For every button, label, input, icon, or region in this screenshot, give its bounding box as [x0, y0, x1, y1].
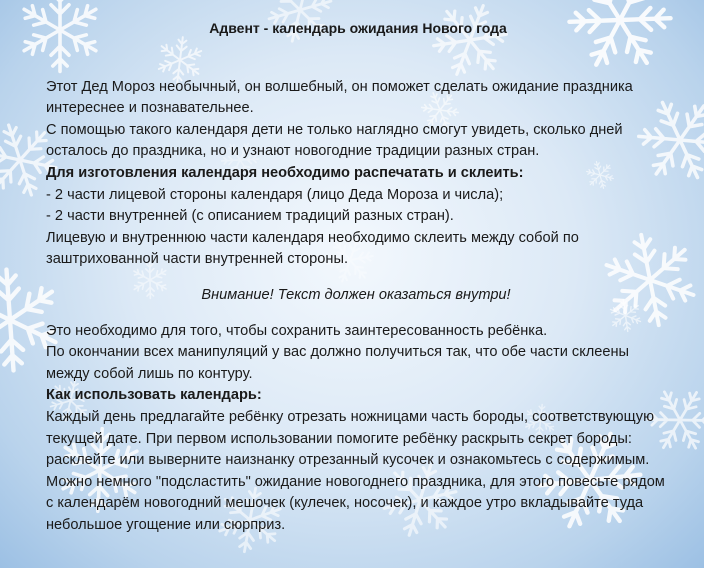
- intro-paragraph-2: С помощью такого календаря дети не только наглядно смогут увидеть, сколько дней осталось до праздника, но и узнают новогодние традиции разных стран.: [46, 121, 623, 160]
- after-paragraph-1: Это необходимо для того, чтобы сохранить заинтересованность ребёнка.: [46, 322, 548, 339]
- intro-paragraph-1: Этот Дед Мороз необычный, он волшебный, он поможет сделать ожидание праздника интереснее и познавательнее.: [46, 78, 633, 117]
- glue-note: Лицевую и внутреннюю части календаря необходимо склеить между собой по заштрихованной части внутренней стороны.: [46, 229, 579, 268]
- print-item-1: - 2 части лицевой стороны календаря (лицо Деда Мороза и числа);: [46, 186, 504, 203]
- print-heading: Для изготовления календаря необходимо распечатать и склеить:: [46, 164, 524, 181]
- page-title: Адвент - календарь ожидания Нового года: [209, 20, 507, 36]
- after-paragraph-2: По окончании всех манипуляций у вас должно получиться так, что обе части склеены между собой лишь по контуру.: [46, 344, 630, 382]
- usage-paragraph-2: Можно немного "подсластить" ожидание новогоднего праздника, для этого повесьте рядом с календарём новогодний мешочек (кулечек, носочек), и каждое утро вкладывайте туда небольшое угощение или сюрприз.: [46, 473, 665, 533]
- usage-paragraph-1: Каждый день предлагайте ребёнку отрезать ножницами часть бороды, соответствующую текущей дате. При первом использовании помогите ребёнку раскрыть секрет бороды: расклейте или выверните наизнанку отрезанный кусочек и ознакомьтесь с содержимым.: [46, 408, 655, 469]
- usage-heading: Как использовать календарь:: [46, 387, 262, 404]
- attention-note: Внимание! Текст должен оказаться внутри!: [201, 286, 511, 303]
- document: [46, 18, 666, 536]
- print-item-2: - 2 части внутренней (с описанием традиций разных стран).: [46, 208, 454, 225]
